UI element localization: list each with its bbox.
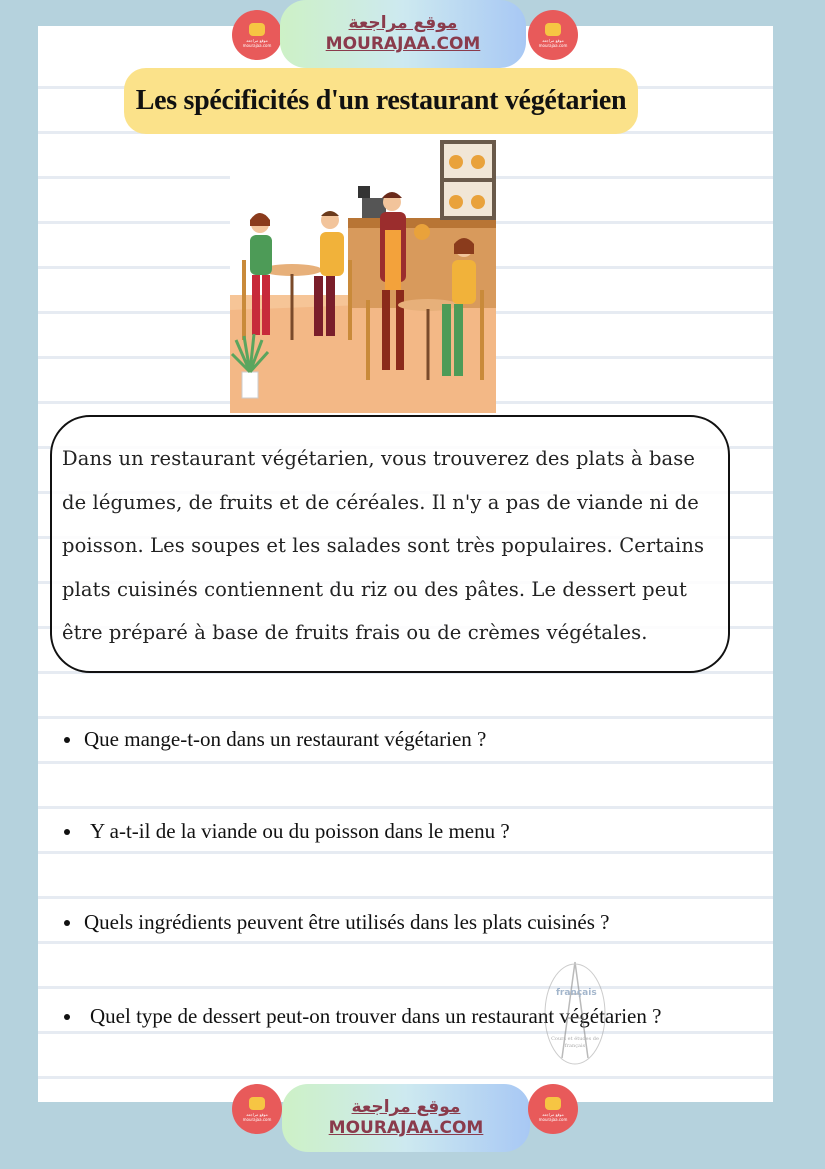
page-title: Les spécificités d'un restaurant végétarien <box>135 85 627 116</box>
site-badge-top[interactable] <box>280 0 526 68</box>
stamp-caption: Cours et études de français <box>551 1036 599 1049</box>
logo-text: موقع مراجعة mourajaa.com <box>538 1111 568 1122</box>
logo-icon <box>249 23 265 36</box>
question-text: Quel type de dessert peut-on trouver dans un restaurant végétarien ? <box>90 1004 662 1028</box>
logo-text: موقع مراجعة mourajaa.com <box>242 1111 272 1122</box>
reading-passage: Dans un restaurant végétarien, vous trouverez des plats à base de légumes, de fruits et de céréales. Il n'y a pas de viande ni de poisson. Les soupes et les salades sont très populaires. Certains plats cuisinés contiennent du riz ou des pâtes. Le dessert peut être préparé à base de fruits frais ou de crèmes végétales. <box>62 447 705 644</box>
logo-text: موقع مراجعة mourajaa.com <box>538 37 568 48</box>
site-name-arabic: موقع مراجعة <box>351 1097 461 1117</box>
restaurant-illustration <box>230 140 496 413</box>
question-text: Que mange-t-on dans un restaurant végétarien ? <box>84 727 487 751</box>
question-item <box>64 819 510 844</box>
site-logo-left[interactable] <box>232 10 282 60</box>
bullet-icon <box>64 1014 70 1020</box>
worksheet-title-banner <box>124 68 638 134</box>
watermark-stamp <box>542 958 608 1068</box>
logo-icon <box>545 23 561 36</box>
logo-icon <box>249 1097 265 1110</box>
site-name-arabic: موقع مراجعة <box>348 13 458 33</box>
logo-icon <box>545 1097 561 1110</box>
question-item <box>64 727 486 752</box>
site-name-link[interactable]: MOURAJAA.COM <box>328 1118 484 1138</box>
reading-passage-box <box>50 415 730 673</box>
question-item <box>64 910 609 935</box>
bullet-icon <box>64 829 70 835</box>
logo-text: موقع مراجعة mourajaa.com <box>242 37 272 48</box>
eiffel-tower-icon <box>542 958 608 1068</box>
site-badge-bottom[interactable] <box>282 1084 530 1152</box>
site-logo-right[interactable] <box>528 1084 578 1134</box>
site-logo-left[interactable] <box>232 1084 282 1134</box>
stamp-label: français <box>556 988 597 998</box>
site-name-link[interactable]: MOURAJAA.COM <box>325 34 481 54</box>
question-text: Quels ingrédients peuvent être utilisés dans les plats cuisinés ? <box>84 910 610 934</box>
question-text: Y a-t-il de la viande ou du poisson dans le menu ? <box>90 819 510 843</box>
site-logo-right[interactable] <box>528 10 578 60</box>
bullet-icon <box>64 737 70 743</box>
bullet-icon <box>64 920 70 926</box>
